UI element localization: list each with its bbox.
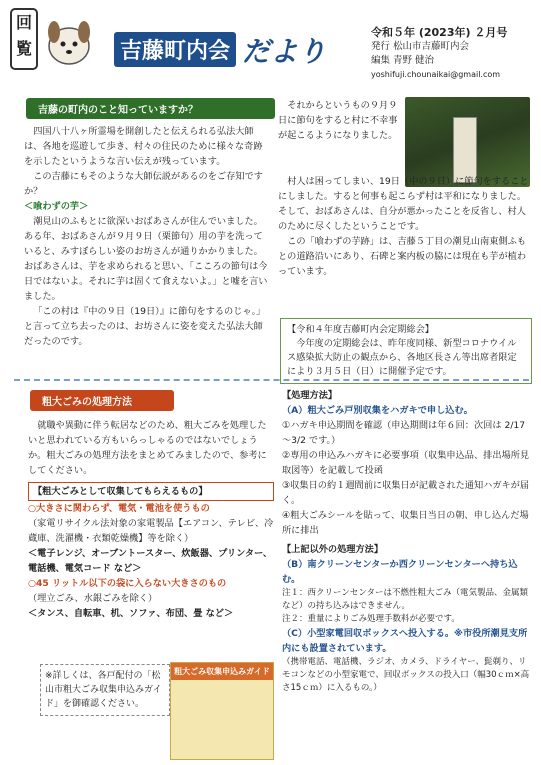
section1-left [24, 124, 270, 349]
paragraph: この「喰わずの芋跡」は、吉藤５丁目の潮見山南東側ふもとの道路沿いにあり、石碑と案内板の脇には現在も芋が植わっています。 [278, 236, 527, 277]
method-heading: 【処理方法】 [282, 390, 338, 401]
publisher: 発行 松山市吉藤町内会 [371, 41, 470, 52]
method-a1: ①ハガキ申込期間を確認（申込期間は年６回：次回は 2/17～3/2 です。） [282, 420, 526, 446]
title-banner [104, 26, 344, 68]
item-electric-examples: ＜電子レンジ、オーブントースター、炊飯器、プリンター、電話機、電気コード など＞ [28, 548, 273, 574]
subhead: ＜喰わずの芋＞ [24, 201, 89, 212]
paragraph: 潮見山のふもとに欲深いおばあさんが住んでいました。ある年、おばあさんが９月９日（栗節句）用の芋を洗っていると、みすぼらしい姿のお坊さんが通りかかりました。おばあさんは、芋を求められると思い、「こころの節句は今日ではないよ。それに芋は固くて食えないよ。」と嘘を言いました。 [24, 216, 268, 302]
section1-right-top [278, 98, 400, 143]
guide-leaflet [170, 662, 274, 760]
method-b-note2: 注２：重量によりごみ処理手数料が必要です。 [282, 614, 460, 624]
method-c: （C）小型家電回収ボックスへ投入する。※市役所潮見支所内にも設置されています。 [282, 628, 528, 654]
paragraph: 村人は困ってしまい、19日（中の９日）に節句をすることにしました。すると何事も起こらず村は平和になりました。そして、おばあさんは、自分が悪かったことを反省し、村人のために尽くしたということです。 [278, 176, 529, 232]
paragraph: 就職や異動に伴う転居などのため、粗大ごみを処理したいと思われている方もいらっしゃるのではないでしょうか。粗大ごみの処理方法をまとめてみましたので、参考にしてください。 [28, 420, 267, 476]
paragraph: この吉藤にもそのような大師伝説があるのをご存知ですか？ [24, 171, 263, 197]
dog-illustration [40, 10, 98, 68]
method-a4: ④粗大ごみシールを貼って、収集日当日の朝、申し込んだ場所に排出 [282, 510, 529, 536]
method-a3: ③収集日の約１週間前に収集日が記載された通知ハガキが届く。 [282, 480, 530, 506]
section2-heading: 粗大ごみの処理方法 [30, 390, 174, 411]
method-c-body: （携帯電話、電話機、ラジオ、カメラ、ドライヤー、髭剃り、リモコンなどの小型家電で、回収ボックスの投入口（幅30ｃｍ×高さ15ｃｍ）に入るもの。） [282, 657, 530, 693]
section-divider [14, 379, 529, 381]
method-b: （B）南クリーンセンターか西クリーンセンターへ持ち込む。 [282, 559, 518, 585]
item-large: ○45 リットル以下の袋に入らない大きさのもの [28, 578, 227, 589]
guide-note [40, 664, 170, 716]
issue-date: 令和５年 (2023年) ２月号 [371, 26, 508, 39]
section2-left [28, 418, 274, 621]
paragraph: 「この村は『中の９日（19日）』に節句をするのじゃ。」と言って立ち去ったのは、お坊さんに姿を変えた弘法大師だったのです。 [24, 306, 266, 347]
newsletter-subtitle: だより [242, 35, 327, 68]
notice-title: 【令和４年度吉藤町内会定期総会】 [287, 324, 434, 335]
newsletter-title: 吉藤町内会 [114, 32, 236, 67]
section1-heading: 吉藤の町内のこと知っていますか？ [26, 98, 275, 119]
collectible-box: 【粗大ごみとして収集してもらえるもの】 [28, 482, 274, 501]
email: yoshifuji.chounaikai@gmail.com [371, 70, 501, 79]
notice-body: 今年度の定期総会は、昨年度同様、新型コロナウイルス感染拡大防止の観点から、各地区長さん等出席者限定により３月５日（日）に開催予定です。 [287, 338, 517, 377]
paragraph: 四国八十八ヶ所霊場を開創したと伝えられる弘法大師は、各地を巡遊して歩き、村々の住民のために様々な奇跡を示したというような言い伝えが残っています。 [24, 126, 263, 167]
paragraph: それからというもの９月９日に節句をすると村に不幸事が起こるようになりました。 [278, 100, 398, 141]
issue-meta [371, 26, 507, 82]
item-electric-body: （家電リサイクル法対象の家電製品【エアコン、テレビ、冷蔵庫、洗濯機・衣類乾燥機】等を除く） [28, 518, 274, 544]
item-large-examples: ＜タンス、自転車、机、ソファ、布団、畳 など＞ [28, 608, 234, 619]
section1-right [278, 174, 530, 279]
guide-note-text: ※詳しくは、各戸配付の「松山市粗大ごみ収集申込みガイド」を御確認ください。 [45, 671, 162, 709]
method-column [282, 388, 530, 695]
method-a2: ②専用の申込みハガキに必要事項（収集申込品、排出場所見取図等）を記載して投函 [282, 450, 530, 476]
leaflet-title: 粗大ごみ収集申込みガイド [171, 663, 273, 680]
item-large-body: （埋立ごみ、水銀ごみを除く） [28, 593, 158, 604]
item-electric: ○大きさに関わらず、電気・電池を使うもの [28, 503, 210, 514]
general-meeting-notice [280, 318, 532, 384]
other-methods-heading: 【上記以外の処理方法】 [282, 544, 384, 555]
method-b-note1: 注１：西クリーンセンターは不燃性粗大ごみ（電気製品、金属類など）の持ち込みはできません。 [282, 588, 528, 611]
method-a: （A）粗大ごみ戸別収集をハガキで申し込む。 [282, 405, 473, 416]
editor: 編集 青野 健治 [371, 55, 435, 66]
kanran-badge: 回覧 [10, 8, 38, 70]
